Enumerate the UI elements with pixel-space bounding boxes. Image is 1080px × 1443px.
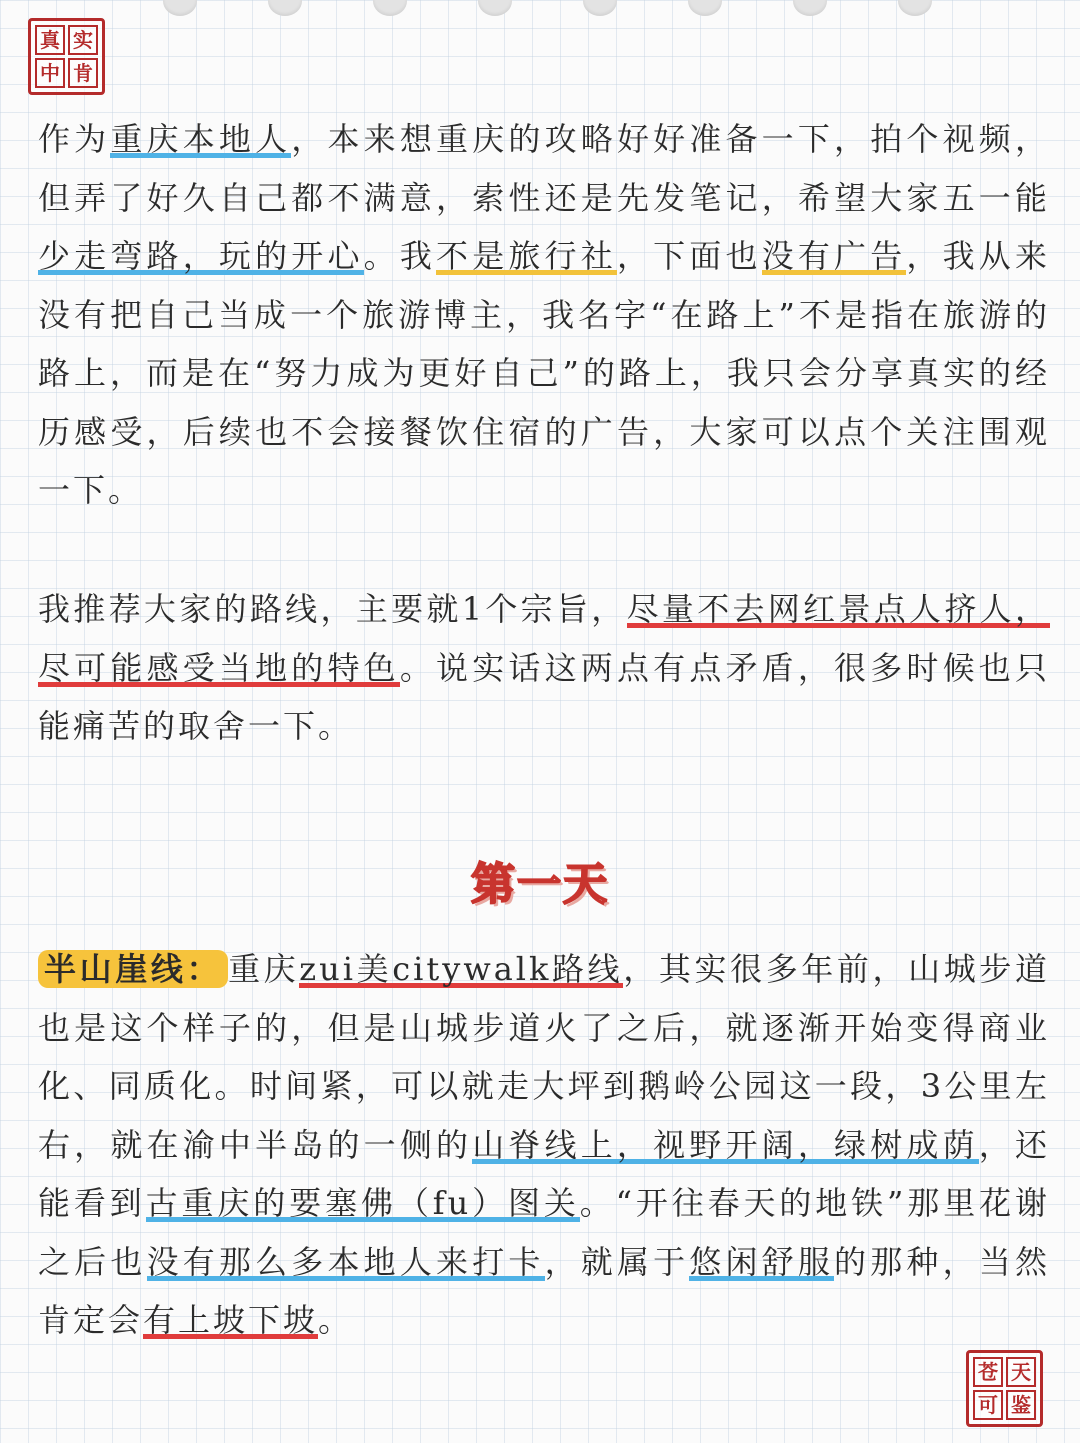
seal-char: 苍: [973, 1357, 1003, 1387]
text-run: 。说实话这两点有点矛盾，很多时候也只能痛苦的取舍一下。: [38, 648, 1050, 745]
binder-ring: [688, 0, 722, 16]
text-run: 作为: [38, 120, 111, 158]
underlined-text: 悠闲舒服: [689, 1242, 835, 1281]
binder-ring: [163, 0, 197, 16]
seal-char: 实: [68, 25, 98, 55]
intro-paragraph: [38, 110, 1050, 520]
notebook-binder-rings: [0, 0, 1080, 16]
text-run: 。: [318, 1301, 354, 1339]
underlined-text: 山脊线上，视野开阔，绿树成荫: [472, 1125, 979, 1164]
seal-char: 可: [973, 1390, 1003, 1420]
seal-char: 中: [35, 58, 65, 88]
seal-stamp-top: [28, 18, 105, 95]
text-run: ，我从来没有把自己当成一个旅游博主，我名字“在路上”不是指在旅游的路上，而是在“努力成为更好自己”的路上，我只会分享真实的经历感受，后续也不会接餐饮住宿的广告，大家可以点个关注围观一下。: [38, 237, 1050, 509]
text-run: ，本来想重庆的攻略好好准备一下，拍个视频，但弄了好久自己都不满意，索性还是先发笔记，希望大家五一能: [38, 120, 1050, 217]
underlined-text: 不是旅行社: [436, 237, 617, 275]
underlined-text: 没有广告: [761, 237, 907, 275]
text-run: 我推荐大家的路线，主要就1个宗旨，: [38, 590, 627, 628]
text-run: 重庆: [228, 950, 300, 988]
seal-char: 真: [35, 25, 65, 55]
underlined-text: 少走弯路，玩的开心: [38, 237, 364, 275]
route-principle-paragraph: [38, 580, 1050, 756]
seal-char: 肯: [68, 58, 98, 88]
section-heading-day-one: 第一天: [471, 859, 609, 910]
text-run: ，其实很多年前，山城步道也是这个样子的，但是山城步道火了之后，就逐渐开始变得商业化、同质化。时间紧，可以就走大坪到鹅岭公园这一段，3公里左右，就在渝中半岛的一侧的: [38, 950, 1050, 1164]
binder-ring: [898, 0, 932, 16]
underlined-text: 古重庆的要塞佛（fu）图关: [145, 1184, 580, 1222]
text-run: ，还能看到: [38, 1125, 1050, 1222]
binder-ring: [478, 0, 512, 16]
binder-ring: [373, 0, 407, 16]
seal-stamp-bottom: [966, 1350, 1043, 1427]
underlined-text: 尽量不去网红景点人挤人，尽可能感受当地的特色: [38, 590, 1050, 687]
underlined-text: zui美citywalk路线: [299, 950, 624, 988]
seal-char: 天: [1006, 1357, 1036, 1387]
binder-ring: [583, 0, 617, 16]
text-run: ，就属于: [544, 1242, 690, 1281]
seal-char: 鉴: [1006, 1390, 1036, 1420]
binder-ring: [793, 0, 827, 16]
day-one-paragraph: [38, 940, 1050, 1350]
text-run: 。“开往春天的地铁”那里花谢之后也: [38, 1184, 1050, 1281]
underlined-text: 有上坡下坡: [143, 1301, 319, 1339]
binder-ring: [268, 0, 302, 16]
underlined-text: 没有那么多本地人来打卡: [146, 1242, 545, 1281]
text-run: ，下面也: [616, 237, 762, 275]
text-run: 的那种，当然肯定会: [38, 1242, 1050, 1339]
text-run: 。我: [363, 237, 437, 275]
underlined-text: 重庆本地人: [110, 120, 292, 158]
highlight-label: 半山崖线：: [38, 950, 228, 988]
